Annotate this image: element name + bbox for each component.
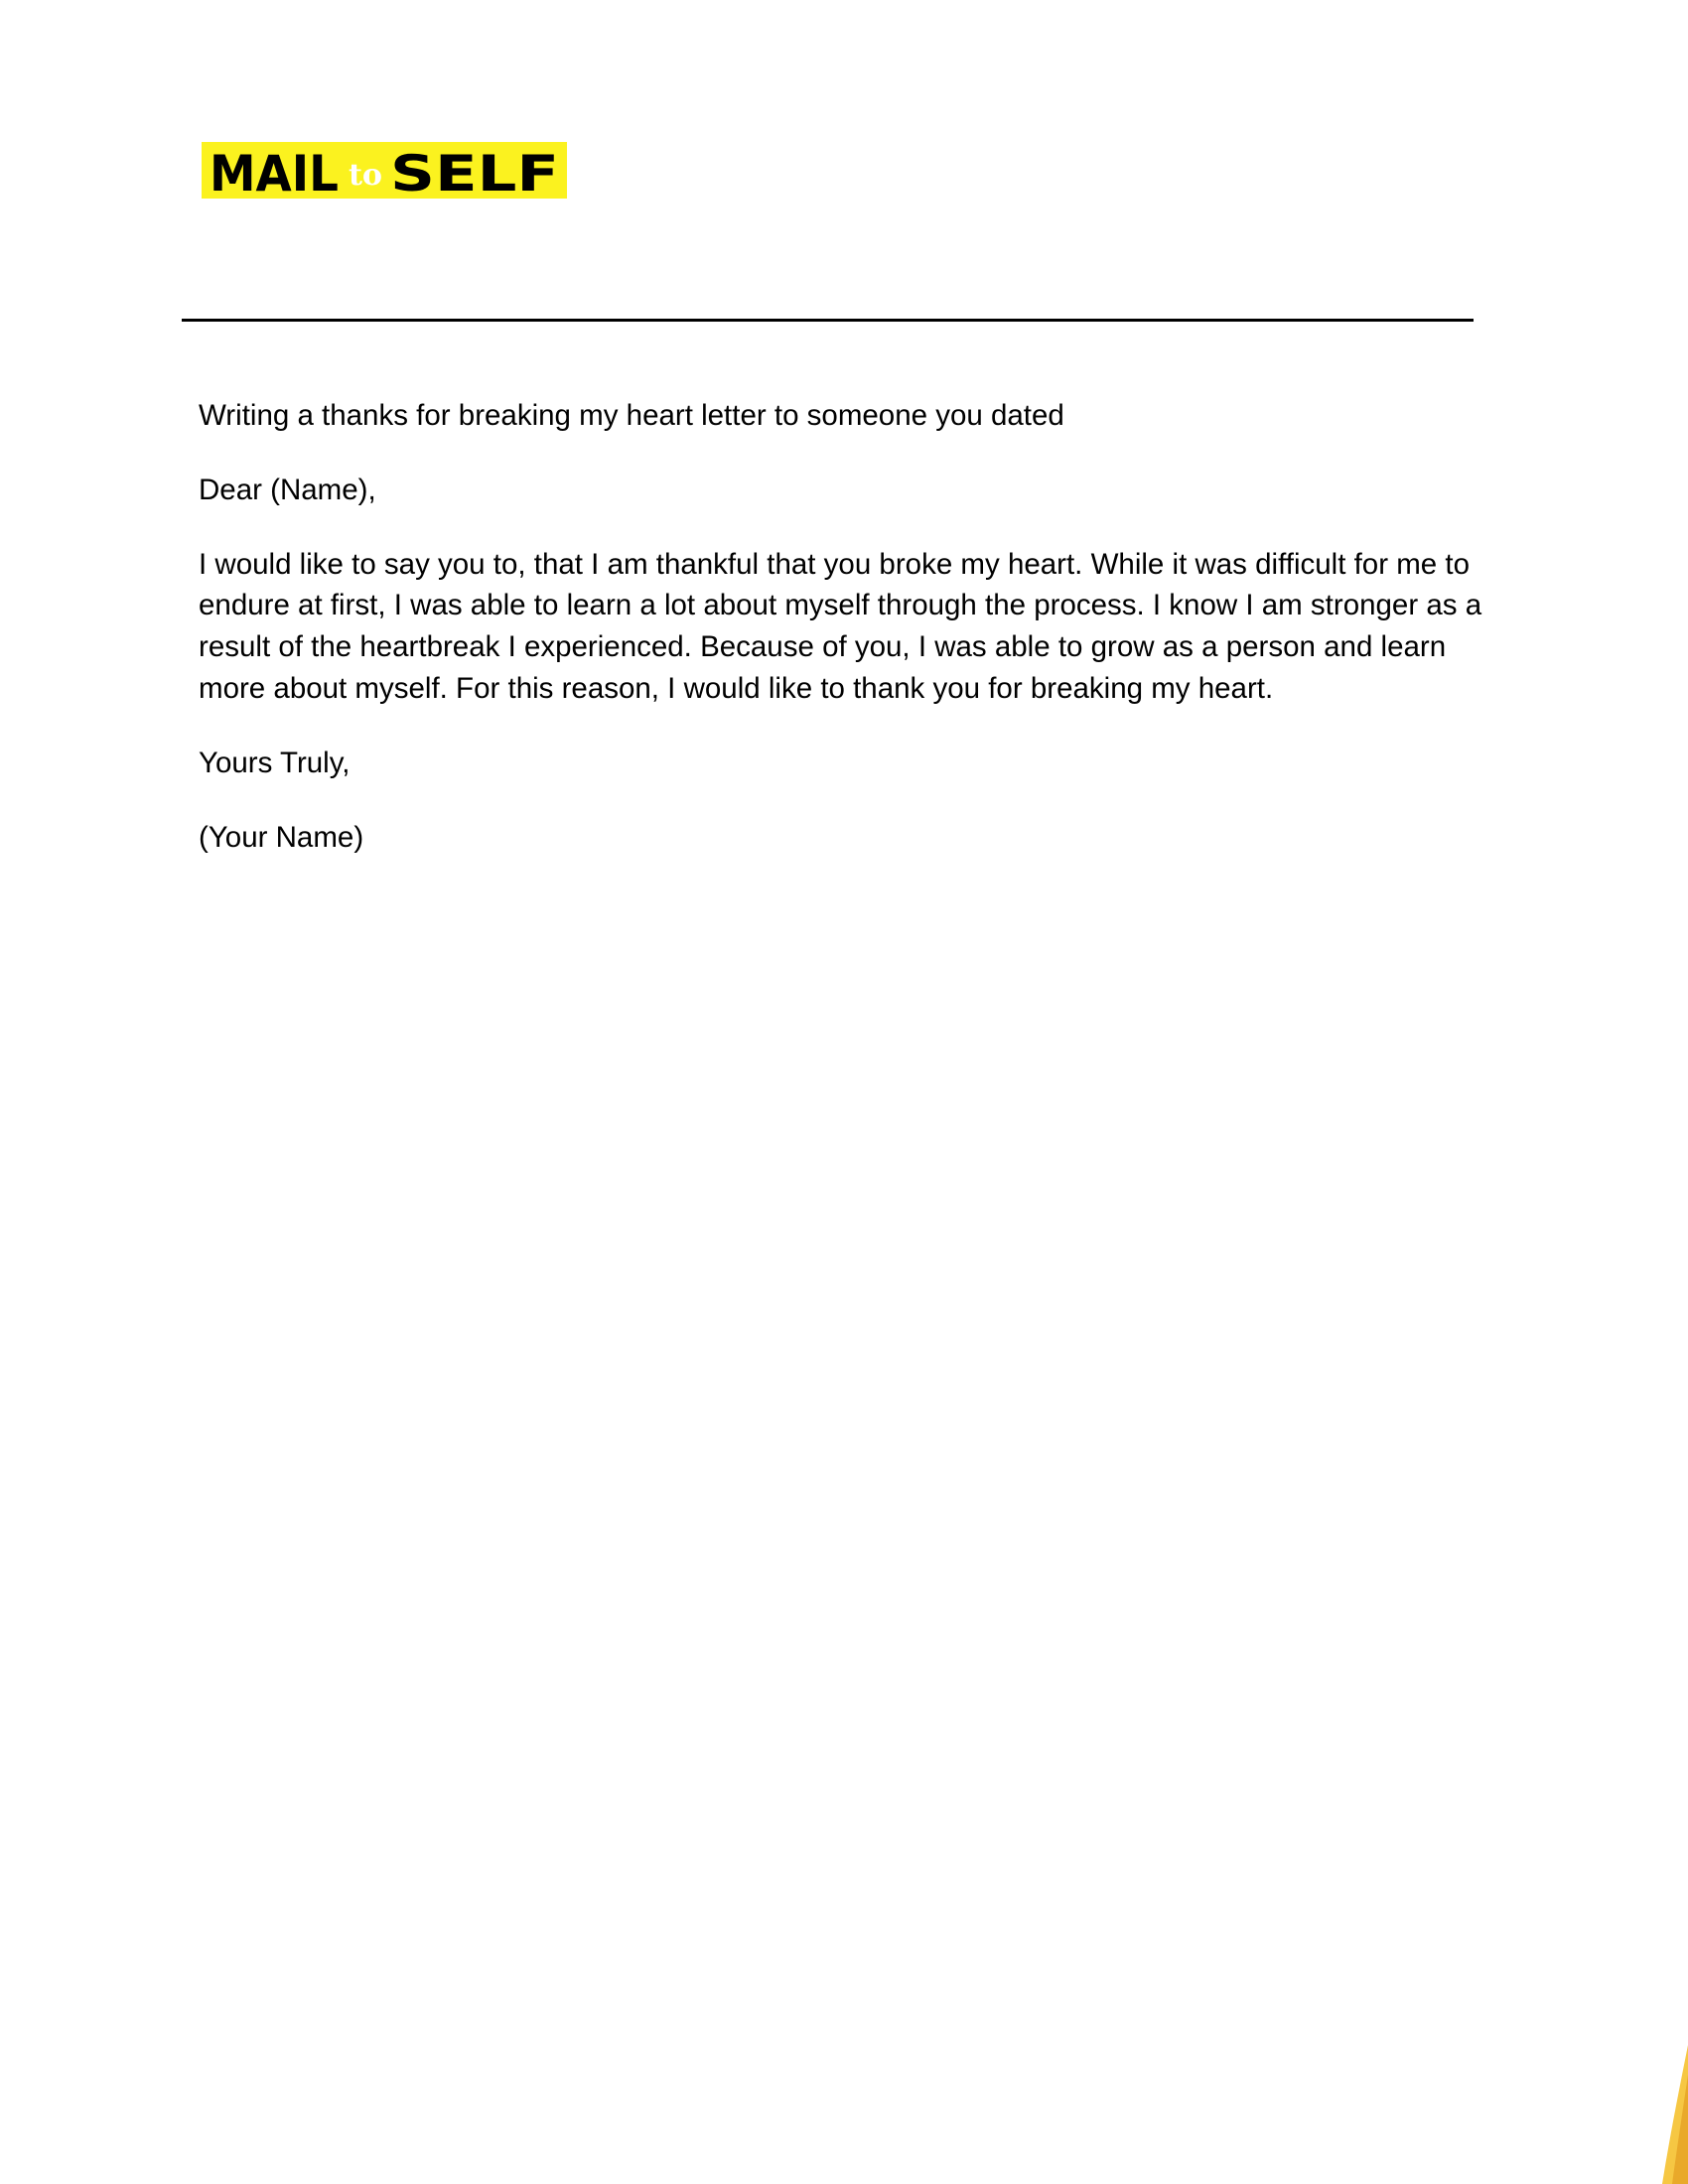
logo-word-mail: MAIL	[210, 145, 339, 199]
mail-to-self-logo	[202, 142, 567, 199]
logo-word-self: SELF	[390, 145, 559, 199]
letter-subject: Writing a thanks for breaking my heart letter to someone you dated	[199, 399, 1064, 432]
header-divider	[182, 319, 1474, 322]
logo-graphic	[202, 142, 567, 199]
letter-body	[199, 395, 1489, 890]
logo-word-to: to	[349, 158, 382, 193]
letter-paragraph: I would like to say you to, that I am thankful that you broke my heart. While it was difficult for me to endure at first, I was able to learn a lot about myself through the process. I know I am stronger as a result of the heartbreak I experienced. Because of you, I was able to grow as a person and learn more about myself. For this reason, I would like to thank you for breaking my heart.	[199, 547, 1482, 705]
letter-signature: (Your Name)	[199, 820, 364, 854]
letter-salutation: Dear (Name),	[199, 473, 376, 506]
letter-closing: Yours Truly,	[199, 746, 351, 779]
corner-decoration	[1658, 2045, 1688, 2184]
